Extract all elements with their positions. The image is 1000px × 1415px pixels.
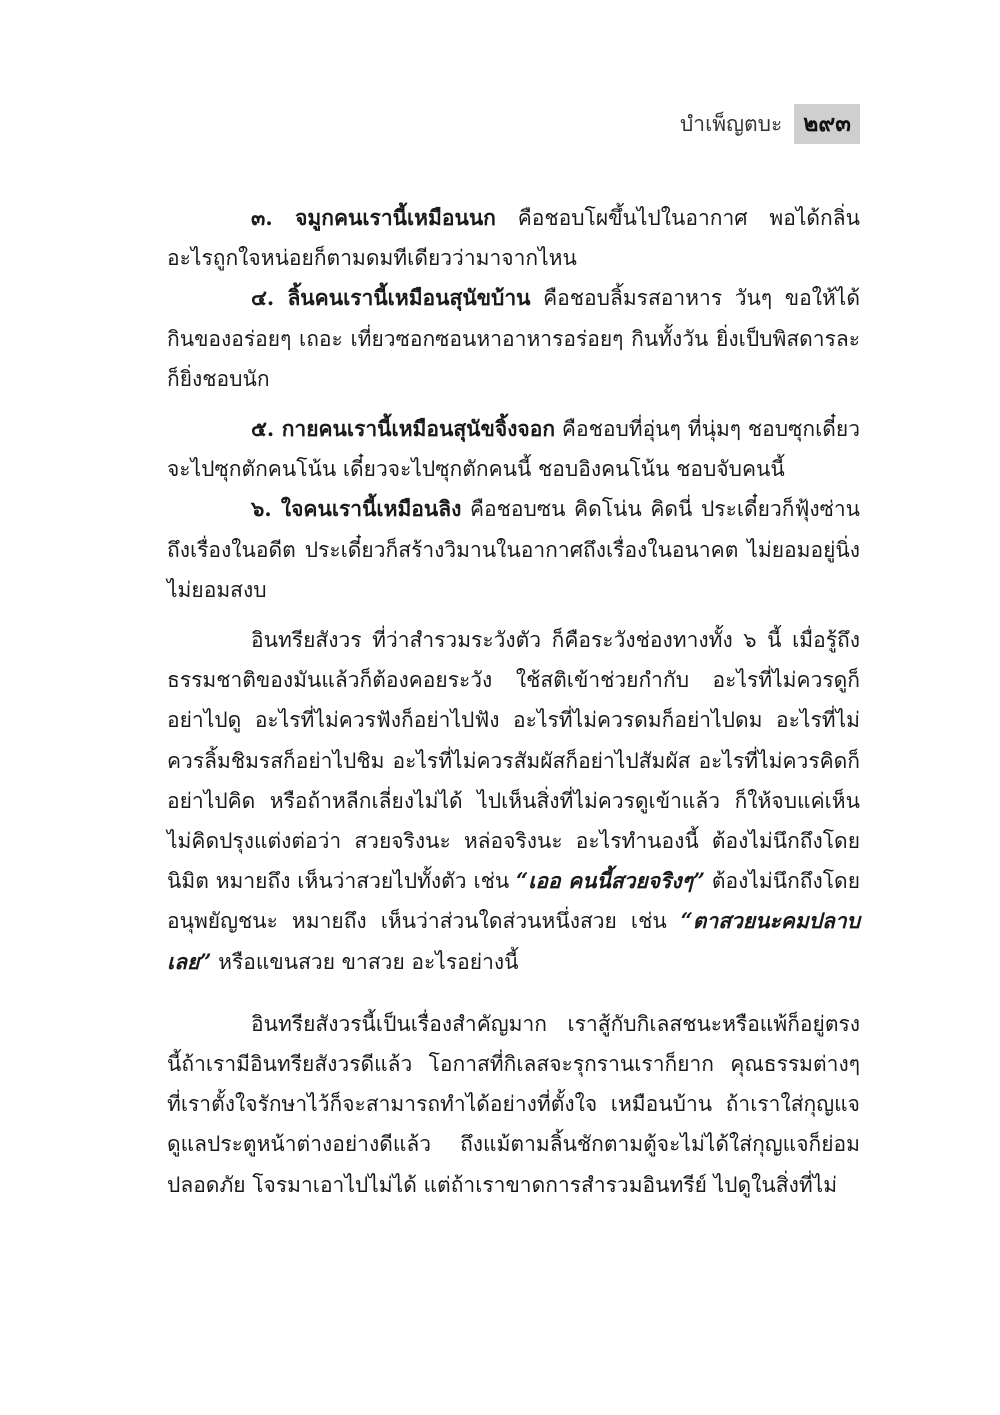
paragraph-text: อินทรียสังวร ที่ว่าสำรวมระวังตัว ก็คือระวังช่องทางทั้ง ๖ นี้ เมื่อรู้ถึงธรรมชาติของมันแล้วก็ต้องคอยระวัง ใช้สติเข้าช่วยกำกับ อะไรที่ไม่ควรดูก็อย่าไปดู อะไรที่ไม่ควรฟังก็อย่าไปฟัง อะไรที่ไม่ควรดมก็อย่าไปดม อะไรที่ไม่ควรลิ้มชิมรสก็อย่าไปชิม อะไรที่ไม่ควรสัมผัสก็อย่าไปสัมผัส อะไรที่ไม่ควรคิดก็อย่าไปคิด หรือถ้าหลีกเลี่ยงไม่ได้ ไปเห็นสิ่งที่ไม่ควรดูเข้าแล้ว ก็ให้จบแค่เห็น ไม่คิดปรุงแต่งต่อว่า สวยจริงนะ หล่อจริงนะ อะไรทำนองนี้ ต้องไม่นึกถึงโดยนิมิต หมายถึง เห็นว่าสวยไปทั้งตัว เช่น xyxy=(167,628,860,894)
item-heading: ๔. ลิ้นคนเรานี้เหมือนสุนัขบ้าน xyxy=(251,285,531,311)
quote-text: “เออ คนนี้สวยจริงๆ” xyxy=(516,868,705,894)
page-number: ๒๙๓ xyxy=(794,104,860,144)
paragraph-text: ต้องไม่นึกถึงโดยอนุพยัญชนะ หมายถึง เห็นว่าส่วนใดส่วนหนึ่งสวย เช่น xyxy=(167,869,860,934)
list-item xyxy=(167,409,860,489)
paragraph-text: หรือแขนสวย ขาสวย อะไรอย่างนี้ xyxy=(211,949,519,974)
item-heading: ๖. ใจคนเรานี้เหมือนลิง xyxy=(251,496,462,522)
list-item xyxy=(167,198,860,278)
item-heading: ๓. จมูกคนเรานี้เหมือนนก xyxy=(251,205,496,230)
body-paragraph xyxy=(167,1004,860,1205)
running-header xyxy=(680,104,860,144)
item-text: คือชอบซน คิดโน่น คิดนี่ ประเดี๋ยวก็ฟุ้งซ่านถึงเรื่องในอดีต ประเดี๋ยวก็สร้างวิมานในอากาศถึงเรื่องในอนาคต ไม่ยอมอยู่นิ่ง ไม่ยอมสงบ xyxy=(167,497,861,602)
body-paragraph xyxy=(167,620,860,982)
list-item xyxy=(167,278,860,399)
paragraph-text: อินทรียสังวรนี้เป็นเรื่องสำคัญมาก เราสู้กับกิเลสชนะหรือแพ้ก็อยู่ตรงนี้ถ้าเรามีอินทรียสังวรดีแล้ว โอกาสที่กิเลสจะรุกรานเราก็ยาก คุณธรรมต่างๆ ที่เราตั้งใจรักษาไว้ก็จะสามารถทำได้อย่างที่ตั้งใจ เหมือนบ้าน ถ้าเราใส่กุญแจดูแลประตูหน้าต่างอย่างดีแล้ว ถึงแม้ตามลิ้นชักตามตู้จะไม่ได้ใส่กุญแจก็ย่อมปลอดภัย โจรมาเอาไปไม่ได้ แต่ถ้าเราขาดการสำรวมอินทรีย์ ไปดูในสิ่งที่ไม่ xyxy=(167,1011,860,1197)
quote-text: “ตาสวยนะคมปลาบเลย” xyxy=(167,908,860,974)
page-body xyxy=(167,198,860,1205)
list-item xyxy=(167,489,860,610)
item-heading: ๕. กายคนเรานี้เหมือนสุนัขจิ้งจอก xyxy=(251,416,556,442)
item-text: คือชอบที่อุ่นๆ ที่นุ่มๆ ชอบซุกเดี๋ยวจะไปซุกตักคนโน้น เดี๋ยวจะไปซุกตักคนนี้ ชอบอิงคนโน้น ชอบจับคนนี้ xyxy=(167,417,860,482)
item-text: คือชอบลิ้มรสอาหาร วันๆ ขอให้ได้กินของอร่อยๆ เถอะ เที่ยวซอกซอนหาอาหารอร่อยๆ กินทั้งวัน ยิ่งเป็บพิสดารละก็ยิ่งชอบนัก xyxy=(167,286,860,391)
book-title: บำเพ็ญตบะ xyxy=(679,111,783,136)
item-text: คือชอบโผขึ้นไปในอากาศ พอได้กลิ่นอะไรถูกใจหน่อยก็ตามดมทีเดียวว่ามาจากไหน xyxy=(167,206,860,271)
